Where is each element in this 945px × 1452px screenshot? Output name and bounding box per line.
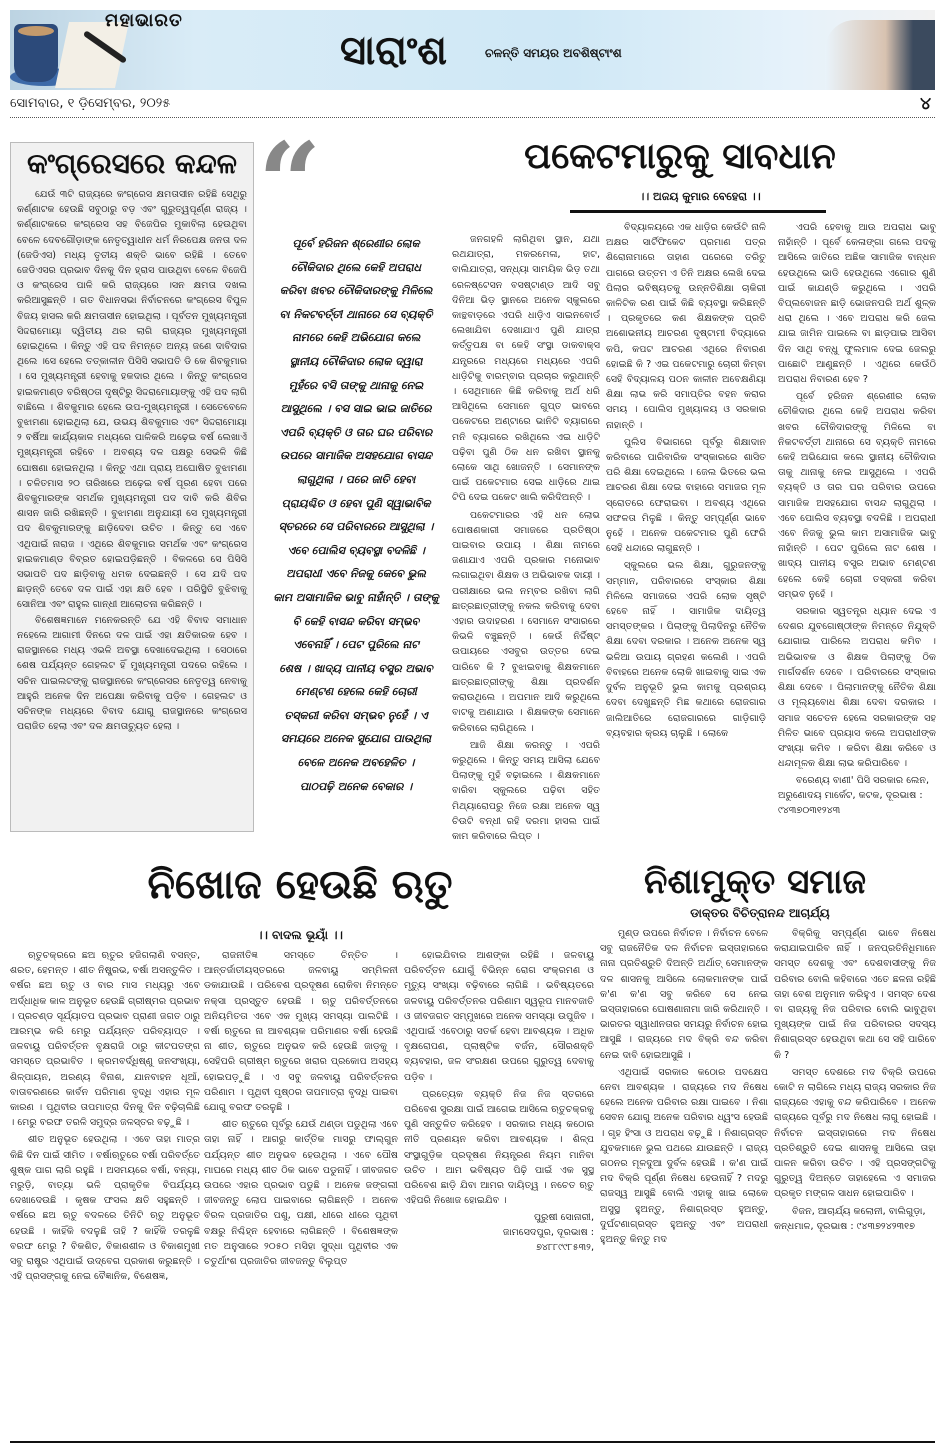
pull-quote-line: ତସ୍କରୀ କରିବା ସମ୍ଭବ ନୁହେଁ । ଏ	[284, 708, 428, 722]
pull-quote-line: ଏବେନାହିଁ । ପେଟ ପୁରିଲେ ନାଟ	[293, 638, 419, 652]
pull-quote-line: ଆସୁଥିଲେ । ବସ ସାଇ ଭାଇ ଜାତିରେ	[280, 402, 432, 416]
author-address: ବରେଣ୍ୟ ବାଣୀ' ପିସି ସରକାର ଲେନ, ଅରୁଣୋଦୟ ମାର୍କେଟ, କଟକ, ଦୂରଭାଷ : ୯୪୩୭୦୩୧୨୪୩	[778, 775, 930, 817]
footer-rule	[10, 1441, 935, 1443]
pickpocket-byline: ।। ଅଜୟ କୁମାର ବେହେରା ।।	[639, 190, 761, 203]
pull-quote-line: ସ୍ତରରେ ସେ ପରିବାରରେ ଆସୁଥିଲା ।	[278, 520, 434, 534]
pull-quote-line: ଚୌକିଦାର ଥିଲେ କେହି ଅପରାଧ	[290, 260, 422, 274]
section-title: ସାରାଂଶ	[340, 28, 448, 74]
dateline: ସୋମବାର, ୧ ଡ଼ିସେମ୍ବର, ୨୦୨୫	[10, 96, 171, 111]
masthead-banner	[10, 10, 935, 90]
article-paragraph: ରାଜନୀତିଜ୍ଞ ସମସ୍ତେ ଚିନ୍ତିତ । ଆନ୍ତର୍ଜାତୀୟସ୍ତରରେ ଜଳବାୟୁ ସମ୍ମିଳନୀ ଡକାଯାଉଛି । ପରିବେଶ ପ୍ରଦୂଷଣ ରୋକିବା ନିମନ୍ତେ ନକ୍ସା ପ୍ରସ୍ତୁତ ହେଉଛି । ଋତୁ ପରିବର୍ତ୍ତନରେ ଅନିୟମିତତା ଏବେ ଏକ ମୁଖ୍ୟ ସମସ୍ୟା ପାଲଟିଛି । ବର୍ଷା ଋତୁରେ ନା ଆବଶ୍ୟକ ପରିମାଣର ବର୍ଷା ହେଉଛି ନା ଶୀତ, ଋତୁରେ ଅନୁଭବ କରି ହେଉଛି ଜାଡ଼କୁ । ସେହିପରି ଗ୍ରୀଷ୍ମ ଋତୁରେ ଖରାର ପ୍ରକୋପ ଅସହ୍ୟ ହୋଇପଡ଼ୁଛି । ଏ ସବୁ ଜଳବାୟୁ ପରିବର୍ତ୍ତନର ପରିଣାମ । ପୃଥିବୀ ପୃଷ୍ଠର ତାପମାତ୍ରା ବୃଦ୍ଧି ପାଇବା ଯୋଗୁ ବରଫ ତରଳୁଛି ।	[204, 950, 398, 1114]
article-paragraph: ଜନଗହଳି ଲାଗିଥିବା ସ୍ଥାନ, ଯଥା ରଥଯାତ୍ରା, ମକରମେଳା, ହାଟ, ବାଲିଯାତ୍ରା, ସନ୍ଧ୍ୟା ସାମୟିକ ଭିଡ଼ ତଥା ରେଳଷ୍ଟେସନ ବସଷ୍ଟାଣ୍ଡ ଆଦି ସବୁ ଦିନିଆ ଭିଡ଼ ସ୍ଥାନରେ ଅନେକ ସ୍କୁଲରେ କାନ୍ଥବାଡ଼ରେ ଏପରି ଧାଡ଼ିଏ ସାଇନବୋର୍ଡ ଲେଖାଯିବା ଦେଖାଯାଏ ପୁଣି ଯାତ୍ରା କର୍ତ୍ତୃପକ୍ଷ ବା କେହି ସଂସ୍ଥା ଡାକବାକ୍ସ ଯନ୍ତ୍ରରେ ମଧ୍ୟରେ ମଧ୍ୟରେ ଏପରି ଧାଡ଼ିଟିକୁ ବାରମ୍ବାର ପ୍ରଚାର କରୁଥାନ୍ତି । ସେଥିମାନେ କିଛି କରିବାକୁ ଅର୍ଥ ଧରି ଆସିଥିଲେ ସେମାନେ ଗୁପ୍ତ ଭାବରେ ପକେଟରେ ଅଣ୍ଟାରେ ଭାନିଟି ବ୍ୟାଗରେ ମନି ବ୍ୟାଗରେ ରଖିଥିଲେ ଏଇ ଧାଡ଼ିଟି ପଢ଼ିବା ପୁଣି ଠିକ ଧନ ରଖିବା ସ୍ଥାନକୁ ଲୋକେ ସାଥି ଖୋଜନ୍ତି । ସେମାନଙ୍କ ପାଇଁ ପକେଟମାର ସେଇ ଧାଡ଼ିରେ ଥାଇ ଟିପି ଦେଇ ପକେଟ ଖାଲି କରିଦିଅନ୍ତି ।	[452, 234, 600, 504]
seasons-column-1	[10, 948, 200, 1438]
pull-quote-line: ସ୍ଥାନୀୟ ଚୌକିଦାର ଲୋକ ଦ୍ୱାରା	[289, 354, 423, 368]
article-paragraph: ସରକାର ସ୍ୱତନ୍ତ୍ର ଧ୍ୟାନ ଦେଇ ଏ ଦେଶର ଯୁବଗୋଷ୍ଠୀଙ୍କ ନିମନ୍ତେ ନିଯୁକ୍ତି ଯୋଗାଇ ପାରିଲେ ଅପରାଧ କମିବ । ଅଭିଭାବକ ଓ ଶିକ୍ଷକ ପିଲାଙ୍କୁ ଠିକ ମାର୍ଗଦର୍ଶନ ଦେବେ । ପରିବାରରେ ସଂସ୍କାର ଶିକ୍ଷା ଦେବେ । ପିଲାମାନଙ୍କୁ ନୈତିକ ଶିକ୍ଷା ଓ ମୂଲ୍ୟବୋଧ ଶିକ୍ଷା ଦେବା ଦରକାର । ସମାଜ ସଚେତନ ହେଲେ ସରକାରଙ୍କ ସହ ମିଳିତ ଭାବେ ପ୍ରୟାସ କଲେ ଅପରାଧୀଙ୍କ ସଂଖ୍ୟା କମିବ । କରିବା ଶିକ୍ଷା କରିବେ ଓ ଧନ୍ଦାମୂଳକ ଶିକ୍ଷା ଲାଭ କରିପାରିବେ ।	[778, 606, 936, 770]
article-paragraph: ଶୀତ ଋତୁରେ ପୂର୍ବରୁ ଯେଉଁ ଥଣ୍ଡା ପଡୁଥିଲା ଏବେ ତାହା ନାହିଁ । ଆଗରୁ କାର୍ତ୍ତିକ ମାସରୁ ଫାଲ୍‌ଗୁନ ପର୍ଯ୍ୟନ୍ତ ଶୀତ ଅନୁଭବ ହେଉଥିଲା । ଏବେ ପୌଷ ମାଘରେ ମଧ୍ୟ ଶୀତ ଠିକ ଭାବେ ପଡୁନାହିଁ । ଜୀବଜଗତ ଉପରେ ଏହାର ପ୍ରଭାବ ପଡୁଛି । ଅନେକ ଜଙ୍ଗଲୀ ଜୀବଜନ୍ତୁ ଲୋପ ପାଇବାରେ ଲାଗିଛନ୍ତି । ଅନେକ ବିରଳ ପ୍ରଜାତିର ପଶୁ, ପକ୍ଷୀ, ଧୀରେ ଧୀରେ ପୃଥିବୀ ବକ୍ଷରୁ ନିଶ୍ଚିହ୍ନ ହେବାରେ ଲାଗିଛନ୍ତି । ବିଶେଷଜ୍ଞଙ୍କ ମତ ଅନୁସାରେ ୨୦୫୦ ମସିହା ସୁଦ୍ଧା ପୃଥିବୀର ଏକ ଚତୁର୍ଥାଂଶ ପ୍ରଜାତିର ଜୀବଜନ୍ତୁ ବିଲୁପ୍ତ	[204, 1119, 398, 1268]
pull-quote-line: ଉପରେ ସାମାଜିକ ଅସହଯୋଗ ବାସନ୍ଦ	[280, 449, 432, 463]
pull-quote-line: ବି କେହି ବାସନ୍ଦ କରିବା ସମ୍ଭବ	[292, 614, 420, 628]
pull-quote-line: ଲାଗୁଥିଲା । ପରେ ଜାତି ହେବା	[296, 472, 416, 486]
author-place: ଜାମସେଦପୁର, ଦୂରଭାଷ :	[502, 1227, 594, 1239]
writing-hand-image	[825, 20, 935, 90]
article-paragraph: ସମସ୍ତ ଦେଶରେ ମଦ ବିକ୍ରି ଉପରେ କୋଟି ନ ଲାଗିଲେ ମଧ୍ୟ ରାଜ୍ୟ ସରକାର ନିଜ ରାଜ୍ୟରେ ଏହାକୁ ବନ୍ଦ କରିପାରିବେ । ଅନେକ ରାଜ୍ୟରେ ପୂର୍ବରୁ ମଦ ନିଷେଧ ଲାଗୁ ହୋଇଛି । ନିର୍ବାଚନ ଇସ୍ତାହାରରେ ମଦ ନିଷେଧ ପ୍ରତିଶ୍ରୁତି ଦେଇ ଶାସନକୁ ଆସିଲେ ତାହା ପାଳନ କରିବା ଉଚିତ । ଏହି ପ୍ରସଙ୍ଗଟିକୁ ଗୁରୁତ୍ୱ ଦିଅନ୍ତେ ତାହାହେଲେ ଏ ସମାଜର ପ୍ରକୃତ ମଙ୍ଗଳ ସାଧନ ହୋଇପାରିବ ।	[774, 1066, 936, 1200]
article-paragraph: ଶୀତ ଅନୁଭୂତ ହେଉଥିଲା । ଏବେ ତାହା ମାତ୍ର କିଛି ଦିନ ପାଇଁ ସୀମିତ । ବର୍ଷାଋତୁରେ ବର୍ଷା ପରିବର୍ତ୍ତେ ଶୁଷ୍କ ପାଗ ଲାଗି ରହୁଛି । ଅସମୟରେ ବର୍ଷା, ବନ୍ୟା, ମରୁଡ଼ି, ବାତ୍ୟା ଭଳି ପ୍ରାକୃତିକ ବିପର୍ଯ୍ୟୟ ଦେଖାଦେଉଛି । କୃଷକ ଫସଲ କ୍ଷତି ସହୁଛନ୍ତି । ବର୍ଷରେ ଛଅ ଋତୁ ବଦଳରେ ତିନିଟି ଋତୁ ଅନୁଭୂତ ହେଉଛି । କାହିଁକି ବଦଳୁଛି ତାହି ? କାହିଁକି ତରଳୁଛି ବରଫ ମେରୁ ? ବିକଶିତ, ବିକାଶଶୀଳ ଓ ବିକାଶମୁଖୀ ସବୁ ରାଷ୍ଟ୍ର ଏଥିପାଇଁ ଉଦ୍‌ବେଗ ପ୍ରକାଶ କରୁଛନ୍ତି । ଏହି ପ୍ରସଙ୍ଗକୁ ନେଇ ବୈଜ୍ଞାନିକ, ବିଶେଷଜ୍ଞ,	[10, 1134, 200, 1283]
pull-quote-line: ପୂର୍ବେ ହରିଜନ ଶ୍ରେଣୀର ଲୋକ	[292, 237, 420, 250]
article-paragraph: ପ୍ରତ୍ୟେକ ବ୍ୟକ୍ତି ନିଜ ନିଜ ସ୍ତରରେ ପରିବେଶ ସୁରକ୍ଷା ପାଇଁ ଆଗେଇ ଆସିଲେ ଋତୁଚକ୍ରକୁ ପୁଣି ସନ୍ତୁଳିତ କରିହେବ । ସରକାର ମଧ୍ୟ କଠୋର ନୀତି ପ୍ରଣୟନ କରିବା ଆବଶ୍ୟକ । ଶିଳ୍ପ ସଂସ୍ଥାଗୁଡ଼ିକ ପ୍ରଦୂଷଣ ନିୟନ୍ତ୍ରଣ ନିୟମ ମାନିବା ଉଚିତ । ଆମ ଭବିଷ୍ୟତ ପିଢ଼ି ପାଇଁ ଏକ ସୁସ୍ଥ ପରିବେଶ ଛାଡ଼ି ଯିବା ଆମର ଦାୟିତ୍ୱ । ନଚେତ ଋତୁ ଏହିପରି ନିଖୋଜ ହୋଇଯିବ ।	[404, 1088, 594, 1207]
article-paragraph: ଏଥିପାଇଁ ସରକାର କଠୋର ପଦକ୍ଷେପ ନେବା ଆବଶ୍ୟକ । ରାଜ୍ୟରେ ମଦ ନିଷେଧ ହେଲେ ଅନେକ ପରିବାର ରକ୍ଷା ପାଇବେ । ନିଶା ସେବନ ଯୋଗୁ ଅନେକ ପରିବାର ଧ୍ୱଂସ ହେଉଛି । ଗୃହ ହିଂସା ଓ ଅପରାଧ ବଢ଼ୁଛି । ନିଶାଗ୍ରସ୍ତ ଯୁବକମାନେ ଭୁଲ ପଥରେ ଯାଉଛନ୍ତି । ରାଜ୍ୟ ଗଠନର ମୂଳଦୁଆ ଦୁର୍ବଳ ହେଉଛି । କ'ଣ ପାଇଁ ମଦ ବିକ୍ରି ପୂର୍ଣ୍ଣ ନିଷେଧ ହେଉନାହିଁ ? ମଦରୁ ରାଜସ୍ୱ ଆସୁଛି ବୋଲି ଏହାକୁ ଖାଇ ଲୋକେ ଅସୁସ୍ଥ ହୁଅନ୍ତୁ, ନିଶାଗ୍ରସ୍ତ ହୁଅନ୍ତୁ, ଦୁର୍ଘଟଣାଗ୍ରସ୍ତ ହୁଅନ୍ତୁ ଏବଂ ଅପରାଧୀ ହୁଅନ୍ତୁ କିନ୍ତୁ ମଦ	[600, 1066, 768, 1246]
author-phone: ୭୪୮୮୯୯୮୫୩୨,	[536, 1242, 594, 1254]
section-subtitle: ଚଳନ୍ତି ସମୟର ଅବଶିଷ୍ଟାଂଶ	[485, 46, 622, 60]
pull-quote-line: ମୁହଁରେ ବସି ତାଙ୍କୁ ଥାନାକୁ ନେଇ	[288, 378, 424, 392]
seasons-byline: ।। ବାଦଲ ଭୂୟାଁ ।।	[257, 928, 343, 942]
article-paragraph: ମୁଣ୍ଡ ଉପରେ ନିର୍ବାଚନ । ନିର୍ବାଚନ ବେଳେ ସବୁ ରାଜନୈତିକ ଦଳ ନିର୍ବାଚନ ଇସ୍ତାହାରରେ ନାନା ପ୍ରତିଶ୍ରୁତି ଦିଅନ୍ତି ଅର୍ଥାତ୍ ସେମାନଙ୍କ ଦଳ ଶାସନକୁ ଆସିଲେ ଲୋକମାନଙ୍କ ପାଇଁ କ'ଣ କ'ଣ ସବୁ କରିବେ ସେ ନେଇ ଇସ୍ତାହାରରେ ଘୋଷଣାନାମା ଜାରି କରିଥାନ୍ତି । ଭାରତର ସ୍ୱାଧୀନତାର ସମୟରୁ ନିର୍ବାଚନ ହୋଇ ଆସୁଛି । ରାଜ୍ୟରେ ମଦ ବିକ୍ରି ବନ୍ଦ କରିବା ନେଇ ଦାବି ହୋଇଆସୁଛି ।	[600, 928, 768, 1061]
society-column-1	[600, 926, 768, 1438]
article-paragraph: ଏପରି ହେବାକୁ ଆଉ ଅପରାଧ ଭାବୁ ନାହାଁନ୍ତି । ପୂର୍ବେ କେଳାଙ୍ଗା ଗଲେ ପଦକୁ ଆସିଲେ ଜାତିରେ ଅଛିକ ସାମାଜିକ ବାନ୍ଧନ ହେଉଥିଲେ ଭାଡି ହେଉଥିଲେ ଏଗୋର ଶୁଣି ପାଇଁ କାଯଣ୍ଡି କରୁଥିଲେ । ଏପରି ବିପ୍ଲବୋଜନ ଛାଡ଼ି ଭୋଜନପରି ଅର୍ଥ ଶୁଳ୍କ ଧରା ଥିଲେ । ଏବେ ଅପରାଧ କରି ଜେଲ ଯାଇ ଜାମିନ ପାଇଲେ ବା ଛାଡ଼ପାଇ ଆସିବା ଦିନ ସାଥି ବନ୍ଧୁ ଫୁଲମାଳ ଦେଇ ଜେଲରୁ ପାଛୋଟି ଆଣୁଛନ୍ତି । ଏଥିରେ କେଉଁଠି ଅପରାଧ ନିବାରଣ ହେବ ?	[778, 222, 936, 386]
article-paragraph: ହୋଇଯିବାର ଆଶଙ୍କା ରହିଛି । ଜଳବାୟୁ ପରିବର୍ତ୍ତନ ଯୋଗୁଁ ବିଭିନ୍ନ ରୋଗ ସଂକ୍ରମଣ ଓ ମୃତ୍ୟୁ ସଂଖ୍ୟା ବଢ଼ିବାରେ ଲାଗିଛି । ଭବିଷ୍ୟତରେ ଜଳବାୟୁ ପରିବର୍ତ୍ତନର ପରିଣାମ ସ୍ୱରୂପ ମାନବଜାତି ଓ ଜୀବଜଗତ ସମ୍ମୁଖରେ ଅନେକ ସମସ୍ୟା ଉପୁଜିବ । ଏଥିପାଇଁ ଏବେଠାରୁ ସତର୍କ ହେବା ଆବଶ୍ୟକ । ଅଧିକ ବୃକ୍ଷରୋପଣ, ପ୍ଲାଷ୍ଟିକ ବର୍ଜନ, ସୌରଶକ୍ତି ବ୍ୟବହାର, ଜଳ ସଂରକ୍ଷଣ ଉପରେ ଗୁରୁତ୍ୱ ଦେବାକୁ ପଡ଼ିବ ।	[404, 950, 594, 1083]
pull-quote-line: କରିବା ଖବର ଚୌକିଦାରଙ୍କୁ ମିଳିଲେ	[279, 284, 433, 298]
editorial-box	[10, 142, 254, 832]
article-paragraph: ପକେଟମାରର ଏହି ଧନ ଲୋଭ ପୋଷଣକାରୀ ସମାଜରେ ପ୍ରତିଷ୍ଠା ପାଇବାର ଉପାୟ । ଶିକ୍ଷା ନାମରେ ଜଣାଯାଏ ଏପରି ପ୍ରକାର ମନୋଭାବ ଲଗାଇଥିବା ଶିକ୍ଷକ ଓ ଅଭିଭାବକ ଦାୟୀ । ପରୀକ୍ଷାରେ ଭଲ ନମ୍ବର ରଖିବା ଲାଗି ଛାତ୍ରଛାତ୍ରୀଙ୍କୁ ନକଲ କରିବାକୁ ଦେବା ଏହାର ଉଦାହରଣ । ସେମାନେ ସଂସାରରେ କିଭଳି ବଞ୍ଚୁଛନ୍ତି । କେଉଁ ନିର୍ଦ୍ଦିଷ୍ଟ ଉପାୟରେ ଏସବୁର ଉତ୍ତର ଦେଇ ପାରିବେ କି ? ବୁଝାଇବାକୁ ଶିକ୍ଷକମାନେ ଛାତ୍ରଛାତ୍ରୀଙ୍କୁ ଶିକ୍ଷା ପ୍ରଦର୍ଶନ କରାଉଥିଲେ । ଅପମାନ ଆଦି କରୁଥିଲେ ବାଟକୁ ଅଣାଯାଉ । ଶିକ୍ଷକଙ୍କ ସେମାନେ କରିବାରେ ଲାଗିଥିଲେ ।	[452, 509, 600, 734]
author-name: ପୁରୁଷୀ ସୋନାରୀ,	[533, 1212, 594, 1224]
pull-quote-line: ମେଣ୍ଟଣ ହେଲେ କେହି ଚୋରୀ	[295, 685, 417, 699]
pull-quote-line: ଅପରାଧୀ ଏବେ ନିଜକୁ କେବେ ଭୁଲ	[286, 567, 426, 581]
pull-quote-line: ପାଠପଢ଼ି ଅନେକ ବେକାର ।	[299, 779, 413, 793]
pull-quote-line: ଶେଷ । ଖାଦ୍ୟ ପାନୀୟ ବସ୍ତ୍ର ଅଭାବ	[279, 661, 433, 675]
pull-quote-line: ବା ନିକଟବର୍ତ୍ତୀ ଥାନାରେ ସେ ବ୍ୟକ୍ତି	[279, 307, 433, 321]
byline-rule	[570, 210, 826, 213]
society-column-2	[774, 926, 936, 1438]
pull-quote	[262, 232, 450, 798]
pull-quote-line: ଏବେ ପୋଲିସ ବ୍ୟବସ୍ଥା ବଦଳିଛି ।	[287, 543, 425, 557]
seasons-headline: ନିଖୋଜ ହେଉଛି ଋତୁ	[147, 862, 453, 908]
pull-quote-line: ନାମରେ କେହି ଅଭିଯୋଗ କଲେ	[291, 331, 421, 345]
seasons-column-3	[404, 948, 594, 1438]
header-divider	[10, 117, 935, 118]
society-byline: ଡାକ୍ତର ବିଚିତ୍ରାନନ୍ଦ ଆଚାର୍ଯ୍ୟ	[690, 906, 830, 920]
editorial-paragraph: ଯେଉଁ ୩ଟି ରାଜ୍ୟରେ କଂଗ୍ରେସ କ୍ଷମତାସୀନ ରହିଛି ସେଥିରୁ କର୍ଣ୍ଣାଟକ ହେଉଛି ସବୁଠାରୁ ବଡ଼ ଏବଂ ଗୁରୁତ୍ୱପୂର୍ଣ୍ଣ ରାଜ୍ୟ । କର୍ଣ୍ଣାଟକରେ କଂଗ୍ରେସ ସହ ବିଜେପିର ମୁକାବିଲା ହେଉଥିବା ବେଳେ ଦେବଗୌଡ଼ାଙ୍କ ନେତୃତ୍ୱାଧୀନ ଧର୍ମ ନିରପେକ୍ଷ ଜନତା ଦଳ (ଜେଡିଏସ) ମଧ୍ୟ ତୃତୀୟ ଶକ୍ତି ଭାବେ ରହିଛି । ତେବେ ଜେଡିଏସର ପ୍ରଭାବ ଦିନକୁ ଦିନ ହ୍ରାସ ପାଉଥିବା ବେଳେ ବିଜେପି ଓ କଂଗ୍ରେସ ପାଳି କରି ରାଜ୍ୟରେ ।ସନ କ୍ଷମତା ଦଖଲ କରିଆସୁଛନ୍ତି । ଗତ ବିଧାନସଭା ନିର୍ବାଚନରେ କଂଗ୍ରେସ ବିପୁଳ ବିଜୟ ହାସଲ କରି କ୍ଷମତାସୀନ ହୋଇଥିଲା । ପୂର୍ବତନ ମୁଖ୍ୟମନ୍ତ୍ରୀ ସିଦ୍ଦରାମୋୟା ଦ୍ୱିତୀୟ ଥର ଲାଗି ରାଜ୍ୟର ମୁଖ୍ୟମନ୍ତ୍ରୀ ହୋଇଥିଲେ । କିନ୍ତୁ ଏହି ପଦ ନିମନ୍ତେ ଅନ୍ୟ ଜଣେ ଦାବିଦାର ଥିଲେ ।ସେ ହେଲେ ତତ୍କାଳୀନ ପିସିସି ସଭାପତି ଡି କେ ଶିବକୁମାର । ସେ ମୁଖ୍ୟମନ୍ତ୍ରୀ ହେବାକୁ ହକଦାର ଥିଲେ । କିନ୍ତୁ କଂଗ୍ରେସ ହାଇକମାଣ୍ଡ ବରିଷ୍ଠତା ଦୃଷ୍ଟିରୁ ସିଦ୍ଦରାମୋୟାଙ୍କୁ ଏହି ପଦ ଲାଗି ବାଛିଲେ । ଶିବକୁମାର ହେଲେ ଉପ-ମୁଖ୍ୟମନ୍ତ୍ରୀ । ସେତେବେଳେ ବୁଝାମଣା ହୋଇଥିଲା ଯେ, ଉଭୟ ଶିବକୁମାର ଏବଂ ସିଦ୍ଦରାମୋୟା ୨ ବର୍ଷିଆ କାର୍ଯ୍ୟକାଳ ମଧ୍ୟରେ ପାଳିକରି ଅଢ଼େଇ ବର୍ଷ ଲେଖାଏଁ ମୁଖ୍ୟମନ୍ତ୍ରୀ ରହିବେ । ଅବଶ୍ୟ ଦଳ ପକ୍ଷରୁ ସେଭଳି କିଛି ଘୋଷଣା ହୋଇନଥିଲା । କିନ୍ତୁ ଏଥା ପ୍ରାୟ ଅଘୋଷିତ ବୁଝାମଣା । ଚଳିତମାସ ୨୦ ତାରିଖରେ ଅଢ଼େଇ ବର୍ଷ ପୂରଣ ହେବା ପରେ ଶିବକୁମାରଙ୍କ ସମର୍ଥକ ମୁଖ୍ୟମନ୍ତ୍ରୀ ପଦ ଦାବି କରି ଶିବିର ଶାସନ ଜାରି ରଖିଛନ୍ତି । ବୁଝାମଣା ଅନୁଯାୟୀ ସେ ମୁଖ୍ୟମନ୍ତ୍ରୀ ପଦ ଶିବକୁମାରଙ୍କୁ ଛାଡ଼ିଦେବା ଉଚିତ । କିନ୍ତୁ ସେ ଏବେ ଏଥିପାଇଁ ନାରାଜ । ଏଥିରେ ଶିବକୁମାର ସମର୍ଥକ ଏବଂ କଂଗ୍ରେସ ହାଇକମାଣ୍ଡ ବିବ୍ରତ ହୋଇପଡ଼ିଛନ୍ତି । ବିକଳରେ ସେ ପିସିସି ସଭାପତି ପଦ ଛାଡ଼ିବାକୁ ଧମକ ଦେଇଛନ୍ତି । ସେ ଯଦି ପଦ ଛାଡ଼ନ୍ତି ତେବେ ଦଳ ପାଇଁ ଏହା କ୍ଷତି ହେବ । ପରିସ୍ଥିତି ବୁଝିବାକୁ ସୋନିଆ ଏବଂ ରାହୁଲ ଗାନ୍ଧୀ ଆଲୋଚନା କରିଛନ୍ତି ।	[17, 189, 247, 611]
article-paragraph: ଋତୁଚକ୍ରରେ ଛଅ ଋତୁର ହଜିଗଲାଣି ବସନ୍ତ, ଶରତ, ହେମନ୍ତ । ଶୀତ ନିଷ୍ପ୍ରଭ, ବର୍ଷା ଅସନ୍ତୁଳିତ । ବର୍ଷର ଛଅ ଋତୁ ଓ ବାର ମାସ ମଧ୍ୟରୁ ଏବେ ଅର୍ଦ୍ଧାଧିକ କାଳ ଅନୁଭୂତ ହେଉଛି ଗ୍ରୀଷ୍ମର ପ୍ରଭାବ । ପ୍ରଚଣ୍ଡ ସୂର୍ଯ୍ୟାତପ ପ୍ରଭାବ ପ୍ରାଣୀ ଜଗତ ଠାରୁ ଆରମ୍ଭ କରି ମେରୁ ପର୍ଯ୍ୟନ୍ତ ପରିବ୍ୟାପ୍ତ । ଜଳବାୟୁ ପରିବର୍ତ୍ତନ ବୃକ୍ଷରାଜି ଠାରୁ କୀଟପତଙ୍ଗ ସମସ୍ତେ ପ୍ରଭାବିତ । କ୍ରମବର୍ଦ୍ଧିଷ୍ଣୁ ଜନସଂଖ୍ୟା, ଶିଳ୍ପାୟନ, ଅରଣ୍ୟ ବିନାଶ, ଯାନବାହନ ଧୂଆଁ, ବାତାବରଣରେ କାର୍ବନ ପରିମାଣ ବୃଦ୍ଧି ଏହାର ମୂଳ କାରଣ । ପୃଥିବୀର ତାପମାତ୍ରା ଦିନକୁ ଦିନ ବଢ଼ିଚାଲିଛି । ମେରୁ ବରଫ ତରଳି ସମୁଦ୍ର ଜଳସ୍ତର ବଢ଼ୁଛି ।	[10, 950, 200, 1129]
coffee-image	[18, 26, 54, 36]
seasons-column-2	[204, 948, 398, 1438]
pull-quote-line: ପ୍ରାୟଶ୍ଚିତ ଓ ହେବା ପୁଣି ସ୍ୱାଭାବିକ	[281, 496, 431, 510]
article-paragraph: ବିଦ୍ୟାଳୟରେ ଏକ ଧାଡ଼ିର କେଉଁଟି ନାଳି ଅକ୍ଷର ସାର୍ଟିଫିକେଟ ପ୍ରମାଣ ପତ୍ର ଶିରୋନାମାରେ ତାହାଣ ପରେରେ ତରିତୁ ପାଗରେ ଉତ୍ତମ ଏ ତିନି ଅକ୍ଷର ଲେଖି ଦେଇ ପିଲାର ଭବିଷ୍ୟତକୁ ଉନ୍ନତିଶିକ୍ଷା ଚାକିରୀ କାଳିଟିକ ରଣ ପାଇଁ କିଛି ବ୍ୟବସ୍ଥା କରିଛନ୍ତି । ପ୍ରକୃତରେ କଣ ଶିକ୍ଷକଙ୍କ ପ୍ରତି ଅଶୋଭନୀୟ ଆଚରଣ ଦୃଷ୍ଟାମୀ ବିଦ୍ୟାରେ କପି, କପଟ ଆଚରଣ ଏଥିରେ ନିବାରଣ ହୋଇଛି କି ? ଏଇ ପକେଟମାରୁ ଚୋରୀ କିମ୍ବା ସେହି ବିଦ୍ୟାଳୟ ପଠନ କାଳୀନ ଅବେକ୍ଷଣିୟା ଶିକ୍ଷା ଲାଭ କରି ସମାପ୍ତିର ବହନ କରାର ସମୟ । ପୋଲିସ ମୁଖ୍ୟାଳୟ ଓ ସରକାର ନାହାନ୍ତି ।	[606, 222, 766, 431]
pickpocket-headline: ପକେଟମାରୁକୁ ସାବଧାନ	[524, 136, 836, 177]
article-paragraph: ପୂର୍ବେ ହରିଜନ ଶ୍ରେଣୀର ଲୋକ ଚୌକିଦାର ଥିଲେ କେହି ଅପରାଧ କରିବା ଖବର ଚୌକିଦାରଙ୍କୁ ମିଳିଲେ ବା ନିକଟବର୍ତ୍ତୀ ଥାନାରେ ସେ ବ୍ୟକ୍ତି ନାମରେ କେହି ଅଭିଯୋଗ କଲେ ସ୍ଥାନୀୟ ଚୌକିଦାର ତାକୁ ଥାନାକୁ ନେଇ ଆସୁଥିଲେ । ଏପରି ବ୍ୟକ୍ତି ଓ ତାର ଘର ପରିବାର ଉପରେ ସାମାଜିକ ଅସହଯୋଗ ବାସନ୍ଦ ଲାଗୁଥିଲା । ଏବେ ପୋଲିସ ବ୍ୟବସ୍ଥା ବଦଳିଛି । ଅପରାଧୀ ଏବେ ନିଜକୁ ଭୁଲ କାମ ଅସାମାଜିକ ଭାବୁ ନାହାଁନ୍ତି । ପେଟ ପୁରିଲେ ନାଟ ଶେଷ । ଖାଦ୍ୟ ପାନୀୟ ବସ୍ତ୍ର ଅଭାବ ମେଣ୍ଟଣ ହେଲେ କେହି ଚୋରୀ ତସ୍କରୀ କରିବା ସମ୍ଭବ ନୁହେଁ ।	[778, 391, 936, 600]
newspaper-brand: ମହାଭାରତ	[105, 10, 183, 31]
editorial-paragraph: ବିଶେଷଜ୍ଞମାନେ ମନେକରନ୍ତି ଯେ ଏହି ବିବାଦ ସମାଧାନ ନହେଲେ ଆଗାମୀ ଦିନରେ ଦଳ ପାଇଁ ଏହା କ୍ଷତିକାରକ ହେବ । ରାଜସ୍ଥାନରେ ମଧ୍ୟ ଏଭଳି ଅବସ୍ଥା ଦେଖାଦେଇଥିଲା । ସେଠାରେ ଶେଷ ପର୍ଯ୍ୟନ୍ତ ଗେହଲଟ ହିଁ ମୁଖ୍ୟମନ୍ତ୍ରୀ ପଦରେ ରହିଲେ । ସଚିନ ପାଇଲଟଙ୍କୁ ରାଜସ୍ଥାନରେ କଂଗ୍ରେସର ନେତୃତ୍ୱ ନେବାକୁ ଆହୁରି ଅନେକ ଦିନ ଅପେକ୍ଷା କରିବାକୁ ପଡ଼ିବ । ଗେହଲଟ ଓ ସଚିନଙ୍କ ମଧ୍ୟରେ ବିବାଦ ଯୋଗୁ ରାଜସ୍ଥାନରେ କଂଗ୍ରେସ ପରାଜିତ ହେଲା ଏବଂ ଦଳ କ୍ଷମତାଚ୍ୟୁତ ହେଲା ।	[17, 614, 247, 733]
pull-quote-line: ସମୟରେ ଅନେକ ସୁଯୋଗ ପାଉଥିଲା	[280, 732, 432, 746]
quote-mark-icon: “	[258, 118, 322, 247]
author-address: ବିଜନ, ଆଚାର୍ଯ୍ୟ କଲୋନୀ, ବାଲିଗୁଡ଼ା, କନ୍ଧମାଳ, ଦୂରଭାଷ : ୯୪୩୭୨୪୨୩୧୭	[774, 1205, 926, 1232]
pull-quote-line: ଏପରି ବ୍ୟକ୍ତି ଓ ତାର ଘର ପରିବାର	[279, 425, 433, 439]
pull-quote-line: ବେଳେ ଅନେକ ଅବହେଳିତ ।	[297, 756, 415, 770]
pickpocket-column-3	[778, 220, 936, 847]
article-paragraph: ଆଜି ଶିକ୍ଷା କରନ୍ତୁ । ଏପରି କରୁଥିଲେ । କିନ୍ତୁ ସମୟ ଆସିଲା ଯେବେ ପିଲାଙ୍କୁ ମୁହଁ ବଢ଼ାଇଲେ । ଶିକ୍ଷକମାନେ ବାରିବା ସ୍କୁଲରେ ପଢ଼ିବା ସହିତ ମିଥ୍ୟାରୋପରୁ ନିଜେ ରକ୍ଷା ଅନେକ ସ୍ୱ ଚିଉଟି ବନ୍ଧୀ ରହି ଦରମା ହାସଲ ପାଇଁ କାମ କରିବାରେ ଲିପ୍ତ ।	[452, 739, 600, 842]
pickpocket-column-1	[452, 232, 600, 847]
article-paragraph: ବିକ୍ରିକୁ ସମ୍ପୂର୍ଣ୍ଣ ଭାବେ ନିଷେଧ କରାଯାଇପାରିବ ନାହିଁ । ଜନପ୍ରତିନିଧିମାନେ ସମସ୍ତ ଦେଶକୁ ଏବଂ ଦେଶବାସୀଙ୍କୁ ନିଜ ପରିବାର ବୋଲି କହିବାରେ ଏତେ ଛଳନା ରହିଛି ତାହା ବେଶ ଅନୁମାନ କରିହୁଏ । ସମସ୍ତ ଦେଶ ବା ରାଜ୍ୟକୁ ନିଜ ପରିବାର ବୋଲି ଭାବୁଥିବା ମୁଖ୍ୟଙ୍କ ପାଇଁ ନିଜ ପରିବାରର ସଦସ୍ୟ ନିଶାଗ୍ରସ୍ତ ହେଉଥିବା କଥା ସେ ସହି ପାରିବେ କି ?	[774, 928, 936, 1061]
pull-quote-line: କାମ ଅସାମାଜିକ ଭାବୁ ନାହାଁନ୍ତି । ତାଙ୍କୁ	[273, 590, 439, 604]
article-paragraph: ସ୍କୁଲରେ ଭଲ ଶିକ୍ଷା, ଗୁରୁଜନଙ୍କୁ ସମ୍ମାନ, ପରିବାରରେ ସଂସ୍କାର ଶିକ୍ଷା ମିଳିଲେ ସମାଜରେ ଏପରି ଲୋକ ସୃଷ୍ଟି ହେବେ ନାହିଁ । ସାମାଜିକ ଦାୟିତ୍ୱ ସମସ୍ତଙ୍କର । ପିଲାଙ୍କୁ ପିଲାଦିନରୁ ନୈତିକ ଶିକ୍ଷା ଦେବା ଦରକାର । ଅନେକ ଅନେକ ସ୍ୱ ଭଳିଆ ଉପାୟ ଗ୍ରହଣ କଲେଣି । ଏପରି ବିବାହରେ ଅନେକ ଲୋକି ଖାଇବାକୁ ସାଇ ଏକ ଦୁର୍ବଳ ଅନୁଭୂତି ଭୁଲ କାମକୁ ପ୍ରଶ୍ରୟ ଦେବା ଦେଖୁଛନ୍ତି ମିଛ କଥାରେ ରୋଜଗାର ଜାଲିଆତିରେ ରୋଜଗାରରେ ଗାଡ଼ିଗାଡ଼ି ବ୍ୟବହାର କ୍ରୟ ଚାଲୁଛି । ଲୋକେ	[606, 560, 766, 739]
article-paragraph: ପୁଲିସ ବିଭାଗରେ ପୂର୍ବରୁ ଶିକ୍ଷାଦାନ କରିବାରେ ପାରିବାରିକ ସଂସ୍କାରରେ ଶାସିତ ପରି ଶିକ୍ଷା ଦେଇଥିଲେ । ଜେଲ ଭିତରେ ଭଲ ଆଚରଣ ଶିକ୍ଷା ଦେଇ ବାହାରେ ସମାଜର ମୂଳ ସ୍ରୋତରେ ଫେରାଇବା । ଅବଶ୍ୟ ଏଥିରେ ସଫଳତା ମିଳୁଛି । କିନ୍ତୁ ସମ୍ପୂର୍ଣ୍ଣ ଭାବେ ନୁହେଁ । ଅନେକ ପକେଟମାର ପୁଣି ଫେରି ସେହି ଧନ୍ଦାରେ ଲାଗୁଛନ୍ତି ।	[606, 436, 766, 555]
pickpocket-column-2	[606, 220, 766, 847]
editorial-headline: କଂଗ୍ରେସରେ କନ୍ଦଳ	[27, 147, 237, 180]
society-headline: ନିଶାମୁକ୍ତ ସମାଜ	[644, 862, 866, 902]
page-number: ୪	[920, 94, 931, 114]
